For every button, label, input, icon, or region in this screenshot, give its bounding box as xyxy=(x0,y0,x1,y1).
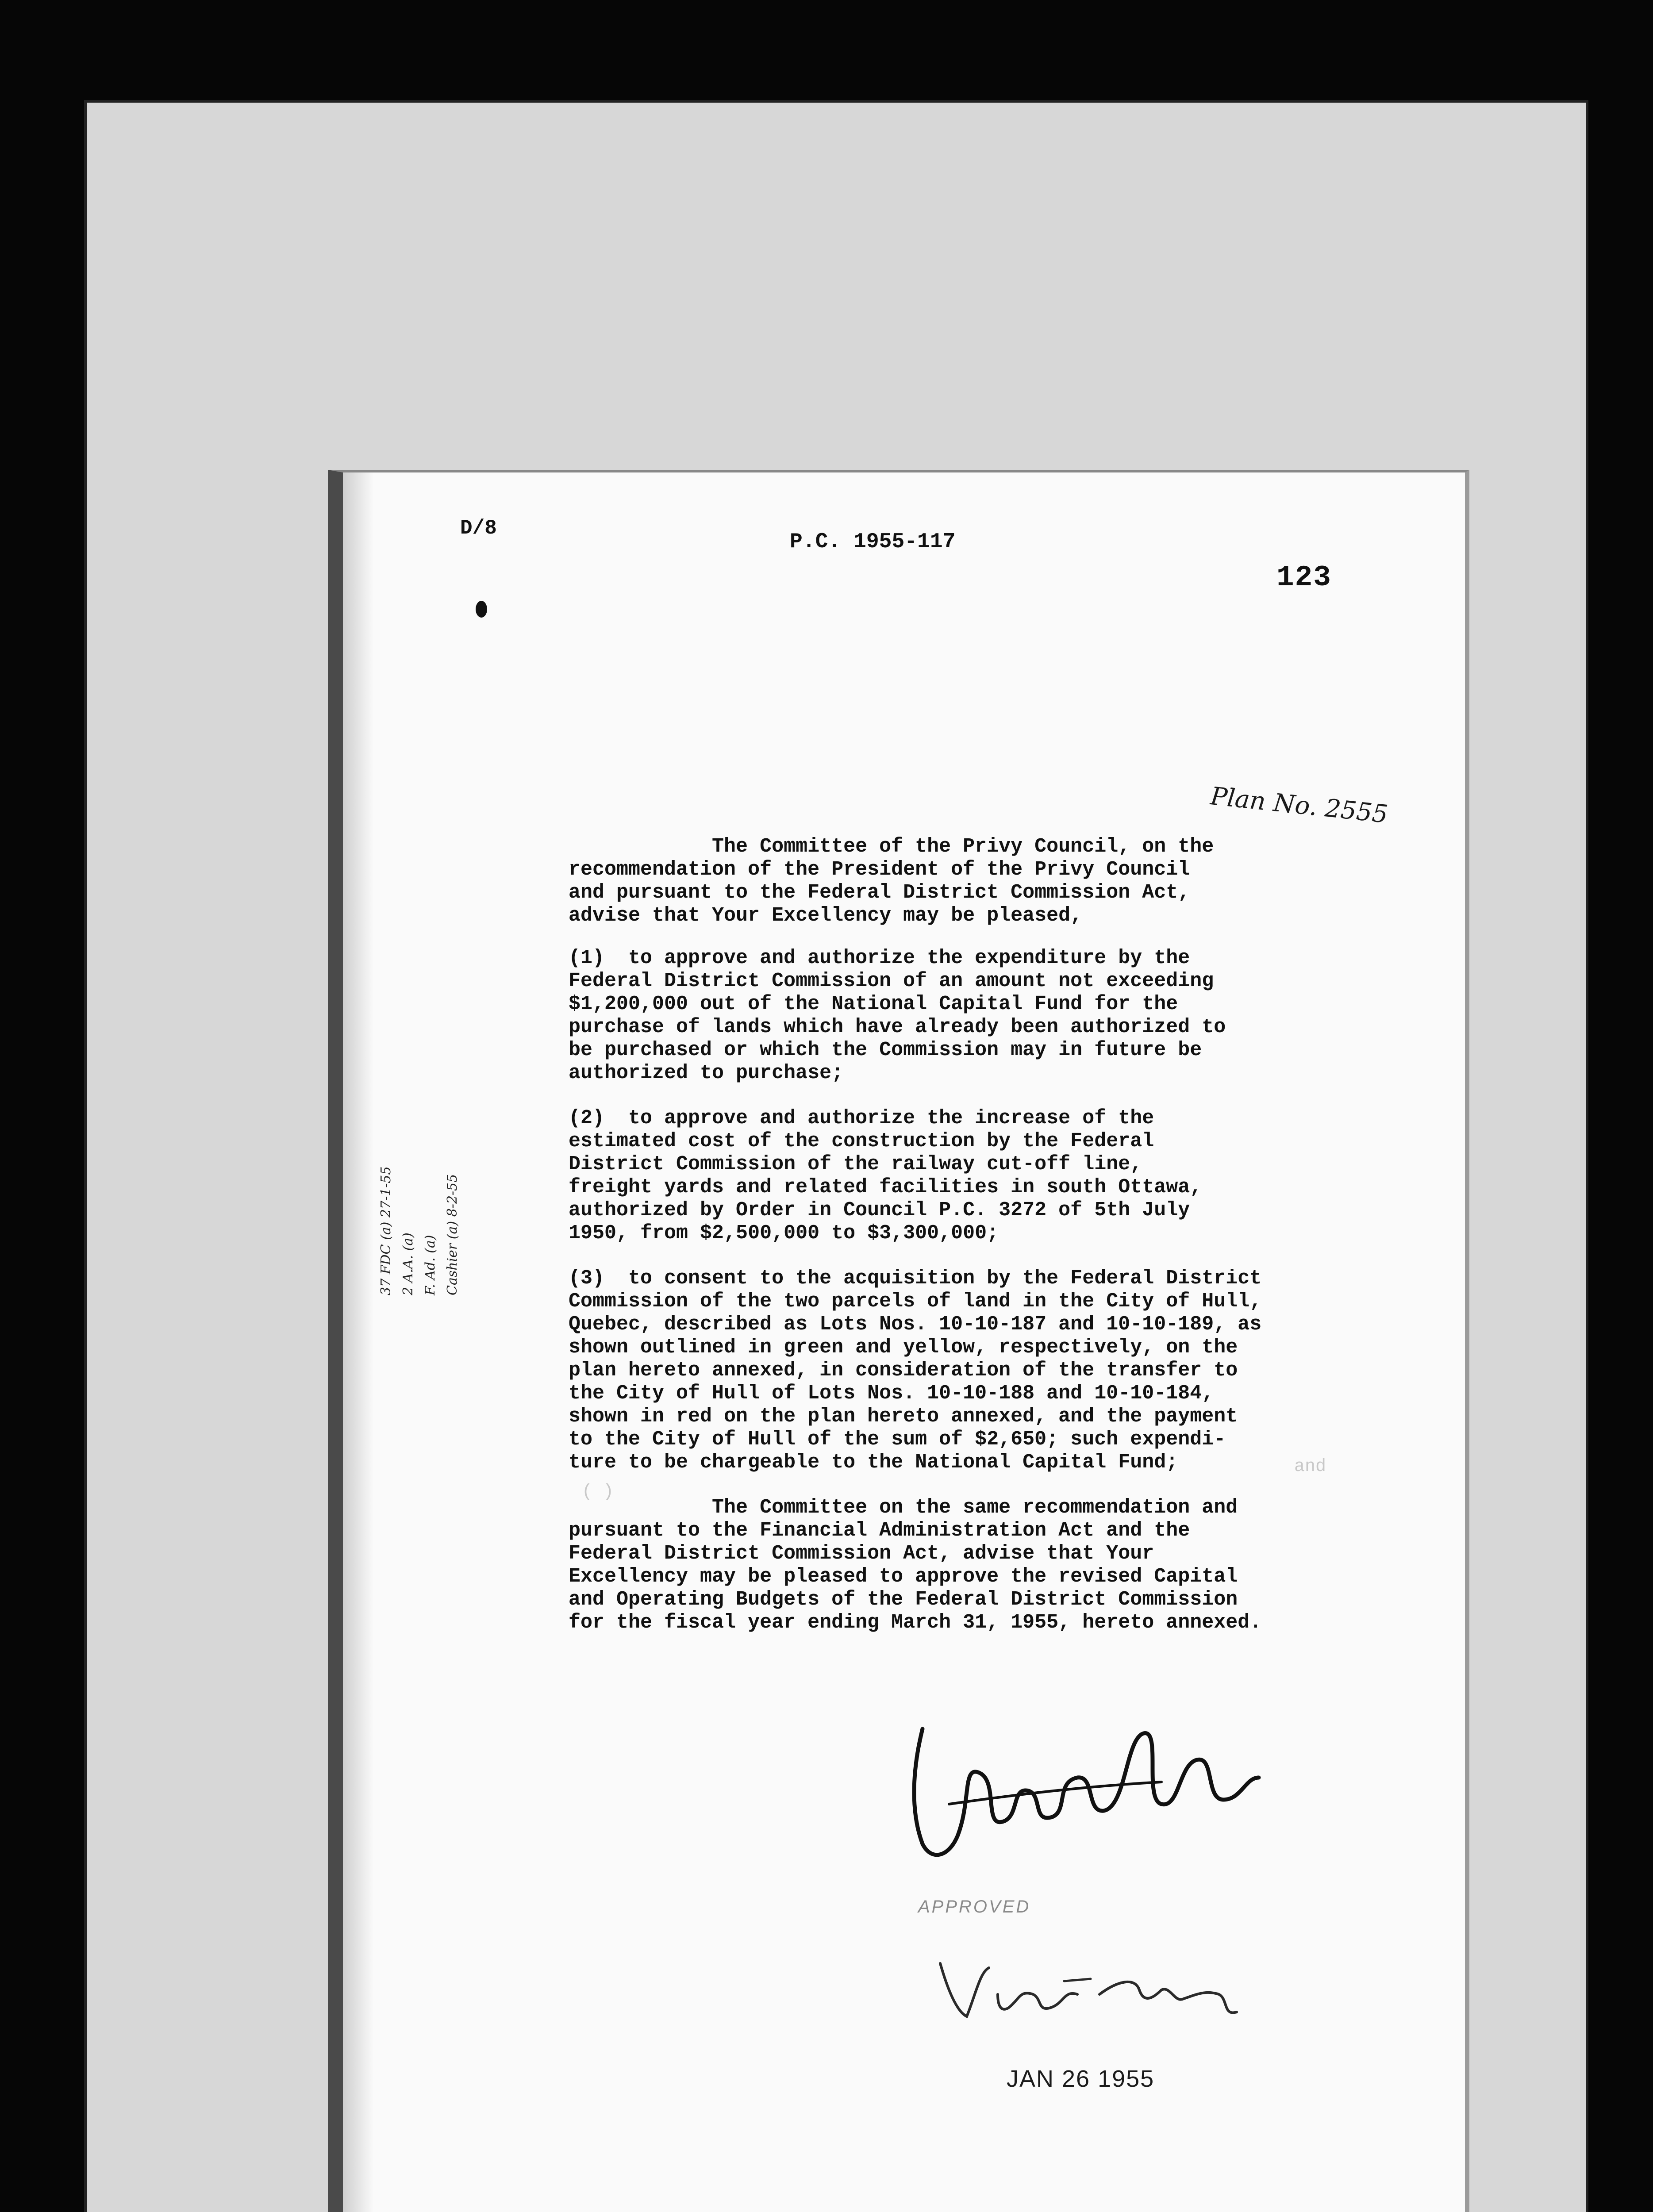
clause-3: (3) to consent to the acquisition by the Federal District Commission of the two parcels of land in the City of Hull, Quebec, described as Lots Nos. 10-10-187 and 10-10-189, as shown outlined in green and yellow, respectively, on the plan hereto annexed, in consideration of the transfer to the City of Hull of Lots Nos. 10-10-188 and 10-10-184, shown in red on the plan hereto annexed, and the payment to the City of Hull of the sum of $2,650; such expendi- ture to be chargeable to the National Capital Fund; xyxy=(569,1267,1262,1474)
margin-note: Cashier (a) 8-2-55 xyxy=(445,1174,460,1295)
document-page xyxy=(328,470,1469,2212)
plan-number-note: Plan No. 2555 xyxy=(1209,782,1389,829)
approved-stamp: APPROVED xyxy=(918,1897,1031,1916)
file-code: D/8 xyxy=(460,517,497,540)
margin-note: 37 FDC (a) 27-1-55 xyxy=(378,1166,394,1295)
signature-governor-general xyxy=(931,1946,1250,2034)
clause-1: (1) to approve and authorize the expenditure by the Federal District Commission of an amount not exceeding $1,200,000 out of the National Capital Fund for the purchase of lands which have already been authorized to be purchased or which the Commission may in future be authorized to purchase; xyxy=(569,947,1226,1084)
order-text xyxy=(569,835,1409,1656)
clause-2: (2) to approve and authorize the increase of the estimated cost of the construction by the Federal District Commission of the railway cut-off line, freight yards and related facilities in south Ottawa, authorized by Order in Council P.C. 3272 of 5th July 1950, from $2,500,000 to $3,300,000; xyxy=(569,1107,1202,1244)
microfilm-frame xyxy=(84,100,1588,2212)
page-number: 123 xyxy=(1276,561,1332,594)
struck-and: and xyxy=(1294,1457,1326,1477)
struck-number: ( ) xyxy=(582,1482,614,1502)
margin-note: F. Ad. (a) xyxy=(423,1235,438,1295)
page-edge-shadow xyxy=(343,472,374,2212)
approval-date-stamp: JAN 26 1955 xyxy=(1007,2066,1155,2092)
closing-paragraph: The Committee on the same recommendation and pursuant to the Financial Administration Act and the Federal District Commission Act, advise that Your Excellency may be pleased to approve the revised Capital and Operating Budgets of the Federal District Commission for the fiscal year ending March 31, 1955, hereto annexed. xyxy=(569,1496,1262,1634)
signature-clerk xyxy=(896,1711,1294,1888)
intro-paragraph: The Committee of the Privy Council, on the recommendation of the President of the Privy Council and pursuant to the Federal District Commission Act, advise that Your Excellency may be pleased, xyxy=(569,835,1214,927)
ink-blot xyxy=(476,601,487,618)
order-number: P.C. 1955-117 xyxy=(790,530,956,554)
margin-note: 2 A.A. (a) xyxy=(400,1233,416,1295)
margin-notes xyxy=(369,1083,502,1304)
